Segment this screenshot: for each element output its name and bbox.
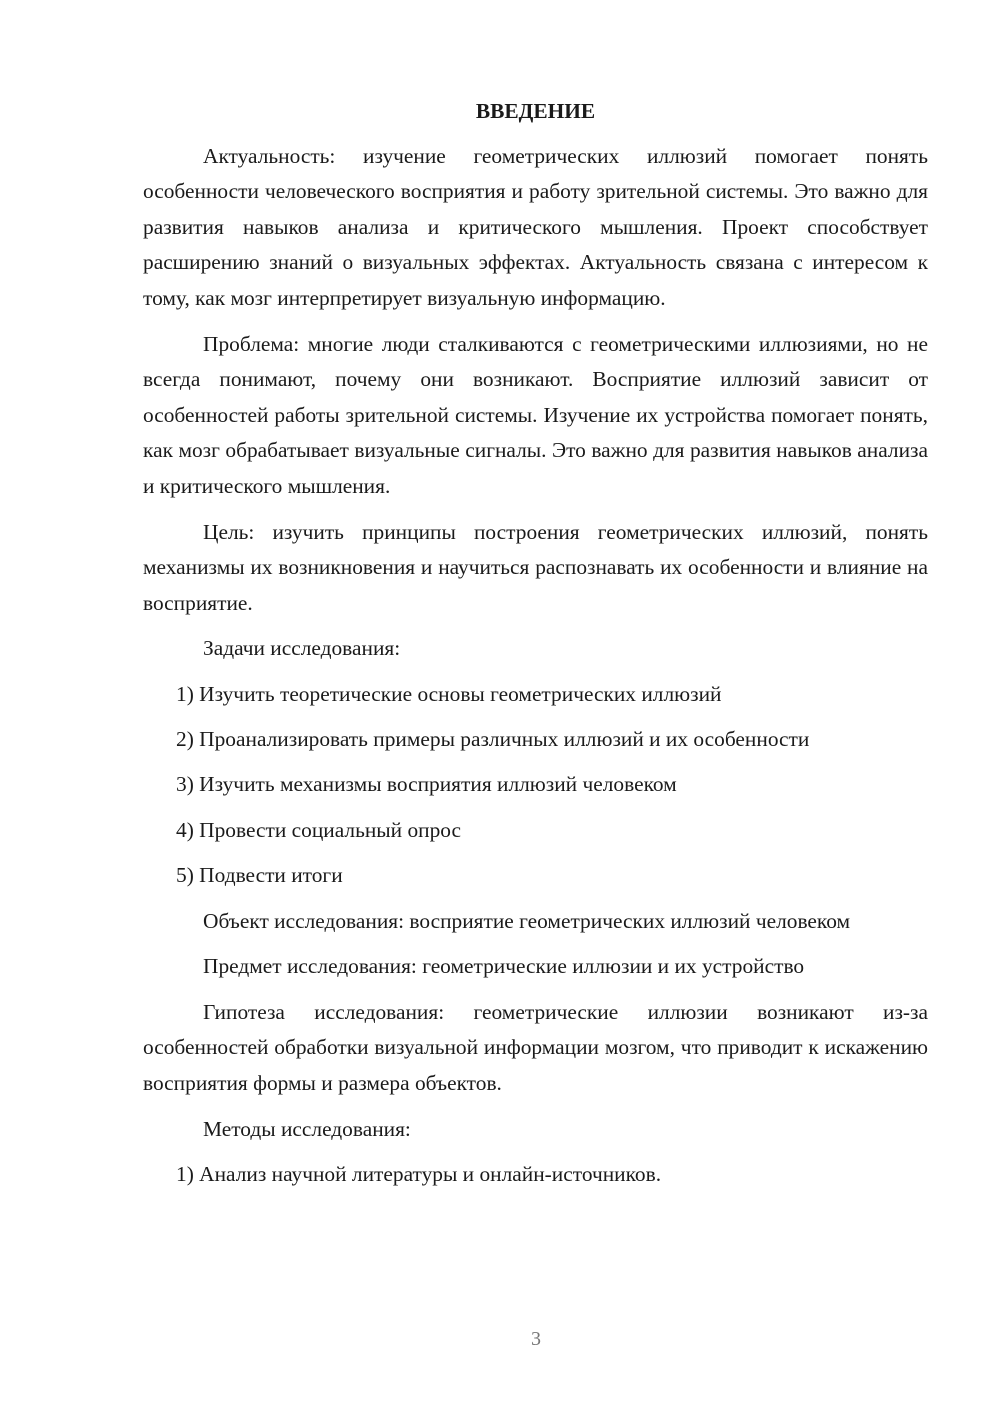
tasks-list: [143, 677, 928, 894]
list-item: 5) Подвести итоги: [176, 863, 343, 888]
subject-paragraph: Предмет исследования: геометрические иллюзии и их устройство: [203, 954, 805, 979]
list-item: 4) Провести социальный опрос: [176, 817, 462, 842]
list-item: 2) Проанализировать примеры различных иллюзий и их особенности: [176, 727, 810, 752]
tasks-label: Задачи исследования:: [203, 636, 401, 661]
goal-paragraph: Цель: изучить принципы построения геометрических иллюзий, понять механизмы их возникновения и научиться распознавать их особенности и влияние на восприятие.: [143, 519, 928, 615]
section-heading: ВВЕДЕНИЕ: [475, 99, 596, 123]
problem-paragraph: Проблема: многие люди сталкиваются с геометрическими иллюзиями, но не всегда понимают, почему они возникают. Восприятие иллюзий зависит от особенностей работы зрительной системы. Изучение их устройства помогает понять, как мозг обрабатывает визуальные сигналы. Это важно для развития навыков анализа и критического мышления.: [143, 331, 928, 498]
hypothesis-paragraph: Гипотеза исследования: геометрические иллюзии возникают из-за особенностей обработки визуальной информации мозгом, что приводит к искажению восприятия формы и размера объектов.: [143, 999, 928, 1095]
list-item: 1) Изучить теоретические основы геометрических иллюзий: [176, 681, 722, 706]
page-content: [143, 94, 928, 1203]
methods-label: Методы исследования:: [203, 1116, 411, 1141]
methods-list: [143, 1157, 928, 1193]
relevance-paragraph: Актуальность: изучение геометрических иллюзий помогает понять особенности человеческого восприятия и работу зрительной системы. Это важно для развития навыков анализа и критического мышления. Проект способствует расширению знаний о визуальных эффектах. Актуальность связана с интересом к тому, как мозг интерпретирует визуальную информацию.: [143, 143, 928, 310]
list-item: 1) Анализ научной литературы и онлайн-источников.: [176, 1162, 662, 1187]
page-number: 3: [531, 1328, 541, 1350]
object-paragraph: Объект исследования: восприятие геометрических иллюзий человеком: [203, 908, 851, 933]
list-item: 3) Изучить механизмы восприятия иллюзий человеком: [176, 772, 677, 797]
